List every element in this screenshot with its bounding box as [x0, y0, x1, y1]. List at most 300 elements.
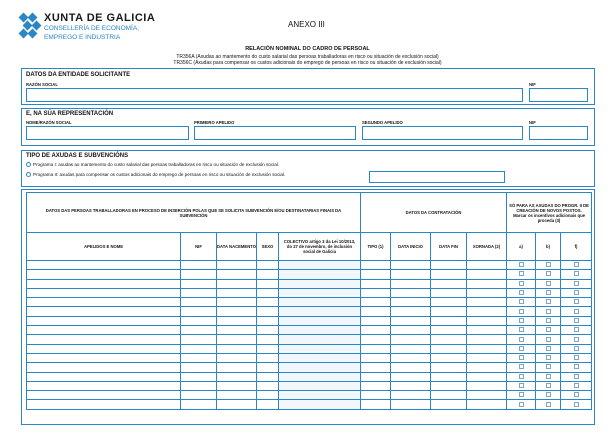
- table-cell-input[interactable]: [27, 335, 181, 344]
- table-cell-input[interactable]: [279, 363, 361, 372]
- table-cell-input[interactable]: [181, 326, 217, 335]
- table-row: [27, 326, 592, 335]
- table-row: [27, 344, 592, 353]
- incentive-checkbox-cell[interactable]: [561, 335, 592, 344]
- table-cell-input[interactable]: [217, 335, 257, 344]
- table-row: [27, 363, 592, 372]
- xunta-emblem-icon: [20, 12, 40, 42]
- table-cell-input[interactable]: [181, 298, 217, 307]
- table-cell-input[interactable]: [27, 326, 181, 335]
- table-cell-input[interactable]: [279, 381, 361, 390]
- incentive-checkbox-cell[interactable]: [536, 400, 561, 409]
- table-cell-input[interactable]: [391, 400, 431, 409]
- table-cell-input[interactable]: [467, 279, 507, 288]
- program2-radio[interactable]: [26, 172, 31, 177]
- persons-table: [26, 192, 592, 410]
- program1-option[interactable]: [26, 162, 279, 167]
- incentive-checkbox-cell[interactable]: [507, 270, 536, 279]
- incentive-checkbox-cell[interactable]: [507, 372, 536, 381]
- table-cell-input[interactable]: [27, 316, 181, 325]
- table-cell-input[interactable]: [391, 391, 431, 400]
- checkbox-icon[interactable]: [546, 327, 551, 332]
- table-cell-input[interactable]: [467, 288, 507, 297]
- name-label: NOME/RAZÓN SOCIAL: [26, 120, 72, 125]
- table-row: [27, 298, 592, 307]
- col-sex: SEXO: [257, 233, 279, 261]
- table-cell-input[interactable]: [279, 307, 361, 316]
- table-cell-input[interactable]: [257, 335, 279, 344]
- table-cell-input[interactable]: [27, 353, 181, 362]
- incentive-checkbox-cell[interactable]: [536, 288, 561, 297]
- checkbox-icon[interactable]: [519, 383, 524, 388]
- table-cell-input[interactable]: [181, 270, 217, 279]
- applicant-nif-input[interactable]: [529, 88, 588, 102]
- incentive-checkbox-cell[interactable]: [561, 363, 592, 372]
- table-cell-input[interactable]: [361, 307, 391, 316]
- table-cell-input[interactable]: [27, 279, 181, 288]
- table-cell-input[interactable]: [27, 307, 181, 316]
- table-cell-input[interactable]: [391, 298, 431, 307]
- checkbox-icon[interactable]: [574, 355, 579, 360]
- persons-group-header: DATOS DAS PERSOAS TRABALLADORAS EN PROCESO DE INSERCIÓN POLAS QUE SE SOLICITA SUBVENCIÓN E/OU DESTINATARIAS FINAIS DA SUBVENCIÓN: [27, 193, 361, 233]
- incentive-checkbox-cell[interactable]: [536, 326, 561, 335]
- table-cell-input[interactable]: [361, 372, 391, 381]
- table-cell-input[interactable]: [279, 400, 361, 409]
- table-cell-input[interactable]: [467, 344, 507, 353]
- incentive-checkbox-cell[interactable]: [536, 261, 561, 270]
- checkbox-icon[interactable]: [574, 271, 579, 276]
- incentive-checkbox-cell[interactable]: [507, 298, 536, 307]
- table-cell-input[interactable]: [391, 381, 431, 390]
- table-cell-input[interactable]: [279, 326, 361, 335]
- table-cell-input[interactable]: [27, 270, 181, 279]
- table-cell-input[interactable]: [257, 326, 279, 335]
- table-cell-input[interactable]: [257, 316, 279, 325]
- table-cell-input[interactable]: [257, 381, 279, 390]
- checkbox-icon[interactable]: [574, 383, 579, 388]
- checkbox-icon[interactable]: [546, 346, 551, 351]
- table-cell-input[interactable]: [431, 270, 467, 279]
- table-cell-input[interactable]: [217, 270, 257, 279]
- table-cell-input[interactable]: [181, 279, 217, 288]
- table-cell-input[interactable]: [431, 372, 467, 381]
- incentive-checkbox-cell[interactable]: [507, 363, 536, 372]
- table-cell-input[interactable]: [279, 372, 361, 381]
- table-row: [27, 261, 592, 270]
- checkbox-icon[interactable]: [519, 262, 524, 267]
- checkbox-icon[interactable]: [519, 337, 524, 342]
- incentive-checkbox-cell[interactable]: [536, 335, 561, 344]
- second-surname-input[interactable]: [362, 126, 523, 140]
- checkbox-icon[interactable]: [546, 392, 551, 397]
- table-cell-input[interactable]: [217, 298, 257, 307]
- first-surname-label: PRIMEIRO APELIDO: [194, 120, 235, 125]
- checkbox-icon[interactable]: [574, 374, 579, 379]
- incentive-checkbox-cell[interactable]: [536, 391, 561, 400]
- checkbox-icon[interactable]: [519, 299, 524, 304]
- table-cell-input[interactable]: [279, 298, 361, 307]
- table-cell-input[interactable]: [27, 363, 181, 372]
- col-start: DATA INICIO: [391, 233, 431, 261]
- table-row: [27, 307, 592, 316]
- col-f: f): [561, 233, 592, 261]
- table-cell-input[interactable]: [431, 353, 467, 362]
- name-input[interactable]: [26, 126, 189, 140]
- incentive-checkbox-cell[interactable]: [536, 372, 561, 381]
- table-cell-input[interactable]: [27, 344, 181, 353]
- table-cell-input[interactable]: [279, 335, 361, 344]
- table-cell-input[interactable]: [431, 307, 467, 316]
- table-cell-input[interactable]: [391, 307, 431, 316]
- checkbox-icon[interactable]: [519, 309, 524, 314]
- incentive-checkbox-cell[interactable]: [507, 353, 536, 362]
- checkbox-icon[interactable]: [574, 392, 579, 397]
- table-cell-input[interactable]: [391, 353, 431, 362]
- table-cell-input[interactable]: [217, 353, 257, 362]
- incentive-checkbox-cell[interactable]: [507, 344, 536, 353]
- checkbox-icon[interactable]: [519, 327, 524, 332]
- table-cell-input[interactable]: [257, 353, 279, 362]
- checkbox-icon[interactable]: [519, 346, 524, 351]
- table-row: [27, 270, 592, 279]
- checkbox-icon[interactable]: [574, 327, 579, 332]
- table-cell-input[interactable]: [257, 261, 279, 270]
- table-cell-input[interactable]: [27, 288, 181, 297]
- incentive-checkbox-cell[interactable]: [561, 326, 592, 335]
- table-cell-input[interactable]: [181, 363, 217, 372]
- checkbox-icon[interactable]: [574, 299, 579, 304]
- table-cell-input[interactable]: [217, 363, 257, 372]
- table-cell-input[interactable]: [279, 353, 361, 362]
- table-cell-input[interactable]: [217, 261, 257, 270]
- table-cell-input[interactable]: [257, 279, 279, 288]
- table-cell-input[interactable]: [361, 326, 391, 335]
- table-cell-input[interactable]: [467, 372, 507, 381]
- applicant-nif-label: NIF: [529, 82, 536, 87]
- table-row: [27, 391, 592, 400]
- table-cell-input[interactable]: [217, 326, 257, 335]
- incentive-checkbox-cell[interactable]: [536, 363, 561, 372]
- table-row: [27, 316, 592, 325]
- incentive-checkbox-cell[interactable]: [507, 261, 536, 270]
- incentive-checkbox-cell[interactable]: [561, 391, 592, 400]
- incentive-checkbox-cell[interactable]: [507, 316, 536, 325]
- incentive-checkbox-cell[interactable]: [561, 400, 592, 409]
- table-cell-input[interactable]: [391, 326, 431, 335]
- table-cell-input[interactable]: [279, 261, 361, 270]
- checkbox-icon[interactable]: [574, 346, 579, 351]
- table-cell-input[interactable]: [431, 279, 467, 288]
- table-cell-input[interactable]: [257, 288, 279, 297]
- col-a: a): [507, 233, 536, 261]
- table-cell-input[interactable]: [361, 335, 391, 344]
- table-cell-input[interactable]: [361, 353, 391, 362]
- checkbox-icon[interactable]: [546, 374, 551, 379]
- table-cell-input[interactable]: [257, 400, 279, 409]
- table-cell-input[interactable]: [361, 391, 391, 400]
- checkbox-icon[interactable]: [519, 392, 524, 397]
- checkbox-icon[interactable]: [519, 318, 524, 323]
- checkbox-icon[interactable]: [546, 402, 551, 407]
- col-hours: XORNADA (2): [467, 233, 507, 261]
- checkbox-icon[interactable]: [519, 364, 524, 369]
- checkbox-icon[interactable]: [519, 271, 524, 276]
- applicant-section-title: DATOS DA ENTIDADE SOLICITANTE: [26, 72, 131, 78]
- table-cell-input[interactable]: [27, 391, 181, 400]
- col-birth: DATA NACEMENTO: [217, 233, 257, 261]
- representative-nif-input[interactable]: [529, 126, 588, 140]
- table-cell-input[interactable]: [181, 344, 217, 353]
- incentive-checkbox-cell[interactable]: [561, 261, 592, 270]
- table-cell-input[interactable]: [391, 279, 431, 288]
- table-cell-input[interactable]: [361, 381, 391, 390]
- table-cell-input[interactable]: [467, 261, 507, 270]
- table-cell-input[interactable]: [27, 381, 181, 390]
- table-row: [27, 372, 592, 381]
- checkbox-icon[interactable]: [519, 281, 524, 286]
- table-cell-input[interactable]: [391, 335, 431, 344]
- table-cell-input[interactable]: [217, 391, 257, 400]
- table-cell-input[interactable]: [279, 288, 361, 297]
- aid-type-section-title: TIPO DE AXUDAS E SUBVENCIÓNS: [26, 153, 129, 159]
- table-cell-input[interactable]: [391, 261, 431, 270]
- table-cell-input[interactable]: [361, 298, 391, 307]
- program2-option[interactable]: [26, 172, 285, 177]
- table-cell-input[interactable]: [361, 261, 391, 270]
- checkbox-icon[interactable]: [546, 271, 551, 276]
- table-cell-input[interactable]: [431, 326, 467, 335]
- col-b: b): [536, 233, 561, 261]
- checkbox-icon[interactable]: [519, 290, 524, 295]
- table-cell-input[interactable]: [257, 298, 279, 307]
- table-cell-input[interactable]: [181, 353, 217, 362]
- table-cell-input[interactable]: [467, 391, 507, 400]
- table-cell-input[interactable]: [181, 372, 217, 381]
- table-cell-input[interactable]: [467, 400, 507, 409]
- incentive-checkbox-cell[interactable]: [536, 279, 561, 288]
- table-row: [27, 400, 592, 409]
- checkbox-icon[interactable]: [574, 281, 579, 286]
- incentive-checkbox-cell[interactable]: [561, 344, 592, 353]
- table-cell-input[interactable]: [217, 381, 257, 390]
- razon-social-label: RAZÓN SOCIAL: [26, 82, 58, 87]
- program1-label: Programa I: axudas ao mantemento do custo salarial das persoas traballadoras en risco ou situación de exclusión social.: [33, 162, 280, 167]
- table-cell-input[interactable]: [467, 335, 507, 344]
- incentive-checkbox-cell[interactable]: [561, 270, 592, 279]
- table-cell-input[interactable]: [431, 335, 467, 344]
- checkbox-icon[interactable]: [546, 299, 551, 304]
- col-type: TIPO (1): [361, 233, 391, 261]
- table-cell-input[interactable]: [257, 372, 279, 381]
- logo-line2: EMPREGO E INDUSTRIA: [44, 34, 121, 41]
- table-cell-input[interactable]: [361, 344, 391, 353]
- checkbox-icon[interactable]: [519, 374, 524, 379]
- table-cell-input[interactable]: [431, 363, 467, 372]
- incentive-checkbox-cell[interactable]: [507, 279, 536, 288]
- table-cell-input[interactable]: [467, 353, 507, 362]
- table-cell-input[interactable]: [257, 307, 279, 316]
- table-cell-input[interactable]: [257, 363, 279, 372]
- checkbox-icon[interactable]: [519, 355, 524, 360]
- incentive-checkbox-cell[interactable]: [536, 344, 561, 353]
- table-row: [27, 288, 592, 297]
- table-cell-input[interactable]: [467, 316, 507, 325]
- incentive-checkbox-cell[interactable]: [536, 270, 561, 279]
- incentive-checkbox-cell[interactable]: [507, 307, 536, 316]
- checkbox-icon[interactable]: [574, 364, 579, 369]
- table-cell-input[interactable]: [431, 381, 467, 390]
- table-cell-input[interactable]: [181, 261, 217, 270]
- table-cell-input[interactable]: [467, 298, 507, 307]
- incentive-checkbox-cell[interactable]: [561, 316, 592, 325]
- table-cell-input[interactable]: [217, 372, 257, 381]
- table-cell-input[interactable]: [217, 400, 257, 409]
- checkbox-icon[interactable]: [546, 281, 551, 286]
- program1-radio[interactable]: [26, 162, 31, 167]
- table-cell-input[interactable]: [27, 372, 181, 381]
- table-cell-input[interactable]: [217, 316, 257, 325]
- table-cell-input[interactable]: [467, 326, 507, 335]
- table-cell-input[interactable]: [431, 288, 467, 297]
- table-cell-input[interactable]: [361, 400, 391, 409]
- table-row: [27, 335, 592, 344]
- table-cell-input[interactable]: [361, 270, 391, 279]
- table-cell-input[interactable]: [279, 391, 361, 400]
- table-cell-input[interactable]: [391, 372, 431, 381]
- table-cell-input[interactable]: [279, 344, 361, 353]
- table-cell-input[interactable]: [391, 363, 431, 372]
- incentive-checkbox-cell[interactable]: [507, 326, 536, 335]
- incentive-checkbox-cell[interactable]: [561, 381, 592, 390]
- table-cell-input[interactable]: [361, 316, 391, 325]
- table-cell-input[interactable]: [181, 316, 217, 325]
- incentive-checkbox-cell[interactable]: [536, 353, 561, 362]
- program2-extra-input[interactable]: [369, 171, 505, 183]
- incentive-checkbox-cell[interactable]: [536, 298, 561, 307]
- table-cell-input[interactable]: [217, 344, 257, 353]
- incentive-checkbox-cell[interactable]: [561, 298, 592, 307]
- incentive-checkbox-cell[interactable]: [561, 353, 592, 362]
- checkbox-icon[interactable]: [546, 309, 551, 314]
- annex-label: ANEXO III: [288, 20, 325, 29]
- table-cell-input[interactable]: [361, 279, 391, 288]
- checkbox-icon[interactable]: [546, 337, 551, 342]
- table-row: [27, 353, 592, 362]
- table-cell-input[interactable]: [431, 400, 467, 409]
- table-cell-input[interactable]: [27, 298, 181, 307]
- contract-group-header: DATOS DA CONTRATACIÓN: [361, 193, 507, 233]
- incentive-checkbox-cell[interactable]: [536, 307, 561, 316]
- col-names: APELIDOS E NOME: [27, 233, 181, 261]
- checkbox-icon[interactable]: [519, 402, 524, 407]
- col-end: DATA FIN: [431, 233, 467, 261]
- table-cell-input[interactable]: [361, 288, 391, 297]
- razon-social-input[interactable]: [26, 88, 523, 102]
- representation-section-title: E, NA SÚA REPRESENTACIÓN: [26, 111, 114, 117]
- first-surname-input[interactable]: [194, 126, 356, 140]
- checkbox-icon[interactable]: [574, 318, 579, 323]
- incentive-checkbox-cell[interactable]: [561, 372, 592, 381]
- table-cell-input[interactable]: [391, 316, 431, 325]
- col-nif: NIF: [181, 233, 217, 261]
- checkbox-icon[interactable]: [574, 290, 579, 295]
- table-cell-input[interactable]: [181, 381, 217, 390]
- program2-group-header: SÓ PARA AS AXUDAS DO PROGR. II DE CREACIÓN DE NOVOS POSTOS. Marcar os incentivos adicionais que proceda (3): [507, 193, 592, 233]
- table-cell-input[interactable]: [257, 344, 279, 353]
- table-cell-input[interactable]: [217, 288, 257, 297]
- col-collective: COLECTIVO artigo 3 da Lei 10/2013, do 27 de novembro, de inclusión social de Galicia: [279, 233, 361, 261]
- table-cell-input[interactable]: [181, 400, 217, 409]
- incentive-checkbox-cell[interactable]: [507, 288, 536, 297]
- incentive-checkbox-cell[interactable]: [507, 335, 536, 344]
- table-cell-input[interactable]: [257, 270, 279, 279]
- logo-line1: CONSELLERÍA DE ECONOMÍA,: [44, 25, 139, 32]
- table-cell-input[interactable]: [431, 261, 467, 270]
- checkbox-icon[interactable]: [546, 383, 551, 388]
- table-cell-input[interactable]: [467, 270, 507, 279]
- incentive-checkbox-cell[interactable]: [561, 279, 592, 288]
- table-cell-input[interactable]: [181, 307, 217, 316]
- incentive-checkbox-cell[interactable]: [561, 307, 592, 316]
- checkbox-icon[interactable]: [574, 402, 579, 407]
- checkbox-icon[interactable]: [574, 309, 579, 314]
- form-subtitle-2: TR356C (Axudas para compensar os custos adicionais do emprego de persoas en risco ou situación de exclusión social): [173, 60, 442, 66]
- incentive-checkbox-cell[interactable]: [507, 381, 536, 390]
- second-surname-label: SEGUNDO APELIDO: [362, 120, 403, 125]
- table-cell-input[interactable]: [217, 279, 257, 288]
- checkbox-icon[interactable]: [546, 364, 551, 369]
- table-cell-input[interactable]: [279, 316, 361, 325]
- incentive-checkbox-cell[interactable]: [561, 288, 592, 297]
- representative-nif-label: NIF: [529, 120, 536, 125]
- xunta-logo: [20, 12, 155, 42]
- checkbox-icon[interactable]: [574, 337, 579, 342]
- incentive-checkbox-cell[interactable]: [507, 391, 536, 400]
- table-cell-input[interactable]: [431, 316, 467, 325]
- logo-title: XUNTA DE GALICIA: [44, 12, 156, 24]
- table-cell-input[interactable]: [431, 298, 467, 307]
- table-cell-input[interactable]: [361, 363, 391, 372]
- checkbox-icon[interactable]: [546, 318, 551, 323]
- table-cell-input[interactable]: [391, 344, 431, 353]
- table-cell-input[interactable]: [431, 344, 467, 353]
- table-cell-input[interactable]: [279, 270, 361, 279]
- incentive-checkbox-cell[interactable]: [507, 400, 536, 409]
- table-cell-input[interactable]: [279, 279, 361, 288]
- checkbox-icon[interactable]: [546, 355, 551, 360]
- table-cell-input[interactable]: [217, 307, 257, 316]
- checkbox-icon[interactable]: [546, 262, 551, 267]
- table-cell-input[interactable]: [181, 288, 217, 297]
- table-cell-input[interactable]: [27, 400, 181, 409]
- table-cell-input[interactable]: [391, 270, 431, 279]
- form-subtitle-1: TR356A (Axudas ao mantemento do custo salarial das persoas traballadoras en risco ou situación de exclusión social): [176, 54, 439, 60]
- table-cell-input[interactable]: [467, 363, 507, 372]
- table-row: [27, 381, 592, 390]
- table-cell-input[interactable]: [431, 391, 467, 400]
- checkbox-icon[interactable]: [546, 290, 551, 295]
- table-cell-input[interactable]: [181, 335, 217, 344]
- table-cell-input[interactable]: [467, 381, 507, 390]
- table-cell-input[interactable]: [467, 307, 507, 316]
- table-cell-input[interactable]: [181, 391, 217, 400]
- table-cell-input[interactable]: [391, 288, 431, 297]
- checkbox-icon[interactable]: [574, 262, 579, 267]
- incentive-checkbox-cell[interactable]: [536, 316, 561, 325]
- table-cell-input[interactable]: [27, 261, 181, 270]
- incentive-checkbox-cell[interactable]: [536, 381, 561, 390]
- table-cell-input[interactable]: [257, 391, 279, 400]
